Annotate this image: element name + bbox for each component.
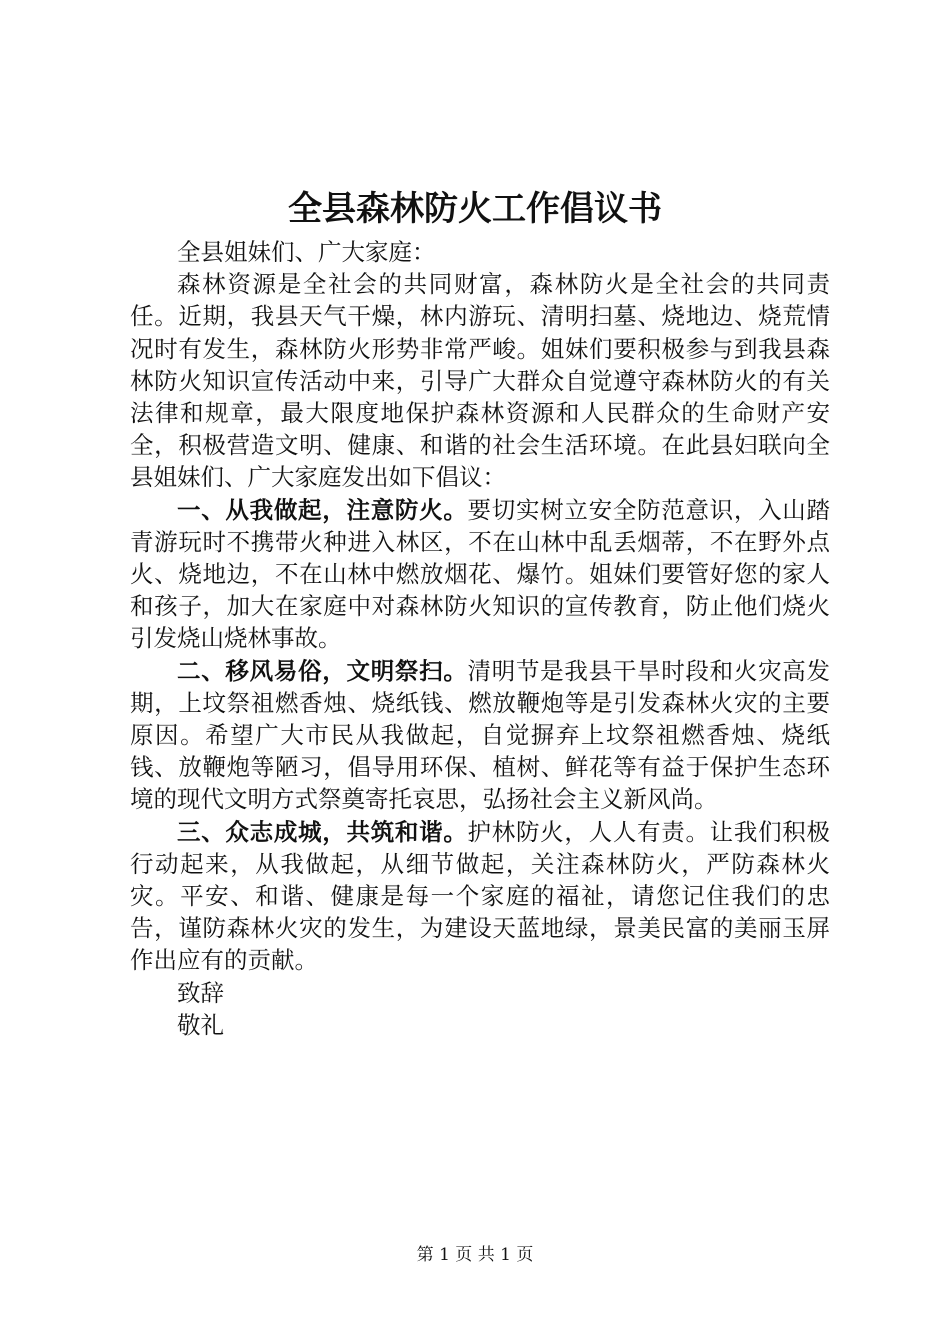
section-heading-1: 一、从我做起，注意防火。 (177, 495, 468, 524)
closing-line-1: 致辞 (177, 978, 224, 1007)
document-body (130, 236, 830, 1041)
intro-paragraph: 森林资源是全社会的共同财富，森林防火是全社会的共同责任。近期，我县天气干燥，林内游玩、清明扫墓、烧地边、烧荒情况时有发生，森林防火形势非常严峻。姐妹们要积极参与到我县森林防火知识宣传活动中来，引导广大群众自觉遵守森林防火的有关法律和规章，最大限度地保护森林资源和人民群众的生命财产安全，积极营造文明、健康、和谐的社会生活环境。在此县妇联向全县姐妹们、广大家庭发出如下倡议： (130, 270, 830, 492)
salutation: 全县姐妹们、广大家庭： (177, 238, 436, 266)
section-paragraph-2 (130, 655, 830, 816)
page-footer: 第 1 页 共 1 页 (416, 1245, 534, 1265)
section-heading-2: 二、移风易俗，文明祭扫。 (177, 656, 468, 685)
closing-line-2: 敬礼 (177, 1010, 224, 1039)
section-text-2: 清明节是我县干旱时段和火灾高发期，上坟祭祖燃香烛、烧纸钱、燃放鞭炮等是引发森林火灾的主要原因。希望广大市民从我做起，自觉摒弃上坟祭祖燃香烛、烧纸钱、放鞭炮等陋习，倡导用环保、植树、鲜花等有益于保护生态环境的现代文明方式祭奠寄托哀思，弘扬社会主义新风尚。 (130, 656, 831, 814)
section-paragraph-1 (130, 494, 830, 655)
section-paragraph-3 (130, 816, 830, 977)
document-title: 全县森林防火工作倡议书 (288, 189, 662, 229)
section-text-1: 要切实树立安全防范意识，入山踏青游玩时不携带火种进入林区，不在山林中乱丢烟蒂，不在野外点火、烧地边，不在山林中燃放烟花、爆竹。姐妹们要管好您的家人和孩子，加大在家庭中对森林防火知识的宣传教育，防止他们烧火引发烧山烧林事故。 (130, 495, 831, 653)
section-text-3: 护林防火，人人有责。让我们积极行动起来，从我做起，从细节做起，关注森林防火，严防森林火灾。平安、和谐、健康是每一个家庭的福祉，请您记住我们的忠告，谨防森林火灾的发生，为建设天蓝地绿，景美民富的美丽玉屏作出应有的贡献。 (130, 817, 831, 975)
section-heading-3: 三、众志成城，共筑和谐。 (177, 817, 468, 846)
